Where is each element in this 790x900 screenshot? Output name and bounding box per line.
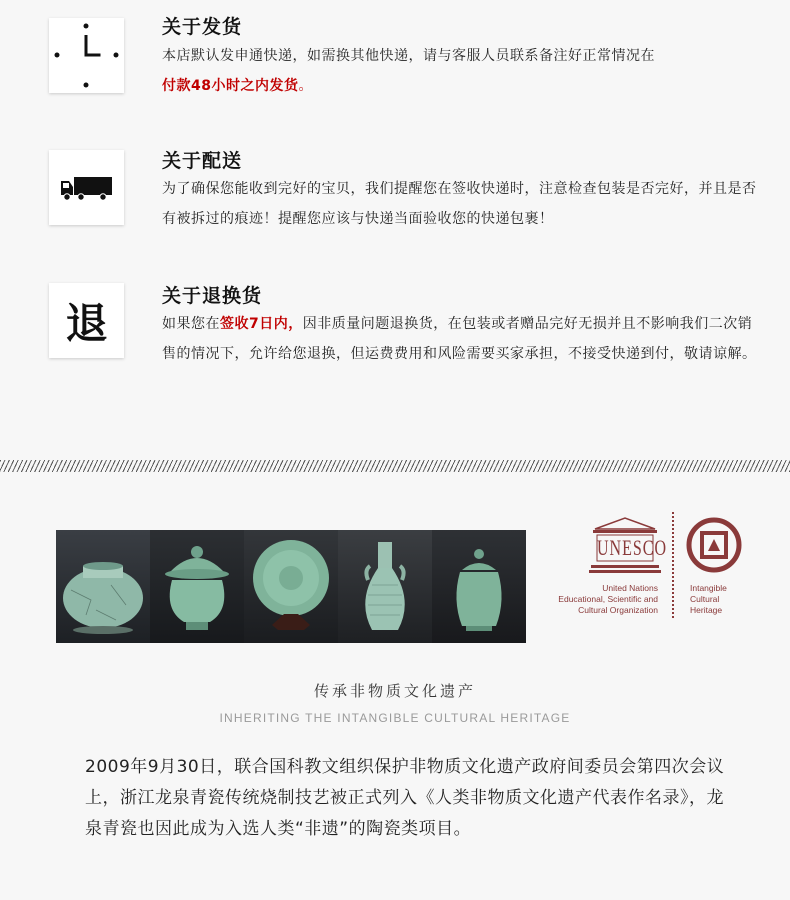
returns-body-highlight: 签收7日内， bbox=[220, 316, 303, 332]
unesco-logo bbox=[585, 515, 668, 575]
returns-title: 关于退换货 bbox=[162, 285, 263, 307]
ich-caption bbox=[690, 583, 750, 616]
ich-caption-line2: Cultural bbox=[690, 594, 720, 604]
heritage-paragraph: 2009年9月30日，联合国科教文组织保护非物质文化遗产政府间委员会第四次会议上，浙江龙泉青瓷传统烧制技艺被正式列入《人类非物质文化遗产代表作名录》，龙泉青瓷也因此成为入选人类“非遗”的陶瓷类项目。 bbox=[85, 757, 725, 839]
shipping-body-prefix: 本店默认发申通快递，如需换其他快递，请与客服人员联系备注好正常情况在 bbox=[162, 48, 655, 64]
lidded-censer-photo bbox=[150, 530, 244, 643]
unesco-logo-text: UNESCO bbox=[597, 537, 668, 561]
ribbed-vase-photo bbox=[338, 530, 432, 643]
returns-body-suffix: 因非质量问题退换货，在包装或者赠品完好无损并且不影响我们二次销售的情况下，允许给您退换，但运费费用和风险需要买家承担，不接受快递到付，敬请谅解。 bbox=[162, 316, 757, 362]
return-icon bbox=[49, 283, 124, 358]
truck-icon bbox=[49, 150, 124, 225]
returns-body-prefix: 如果您在 bbox=[162, 316, 220, 332]
unesco-caption bbox=[540, 583, 658, 616]
celadon-photo-strip bbox=[56, 530, 526, 643]
crackle-jar-photo bbox=[56, 530, 150, 643]
shipping-title: 关于发货 bbox=[162, 16, 243, 38]
logo-separator bbox=[672, 512, 674, 618]
shipping-body-suffix: 。 bbox=[298, 78, 313, 94]
ich-caption-line3: Heritage bbox=[690, 605, 723, 615]
shipping-body bbox=[162, 41, 762, 101]
lotus-plate-photo bbox=[244, 530, 338, 643]
clock-icon bbox=[49, 18, 124, 93]
ich-caption-line1: Intangible bbox=[690, 583, 727, 593]
unesco-caption-line1: United Nations bbox=[602, 583, 658, 593]
shipping-body-highlight: 付款48小时之内发货 bbox=[162, 78, 299, 94]
unesco-caption-line3: Cultural Organization bbox=[578, 605, 658, 615]
heritage-subtitle: INHERITING THE INTANGIBLE CULTURAL HERITAGE bbox=[219, 711, 571, 725]
intangible-heritage-logo bbox=[686, 517, 742, 573]
delivery-body: 为了确保您能收到完好的宝贝，我们提醒您在签收快递时，注意检查包装是否完好，并且是否有被拆过的痕迹！提醒您应该与快递当面验收您的快递包裹！ bbox=[162, 181, 757, 227]
heritage-title: 传承非物质文化遗产 bbox=[313, 682, 476, 700]
covered-jar-photo bbox=[432, 530, 526, 643]
returns-body bbox=[162, 309, 757, 369]
delivery-title: 关于配送 bbox=[162, 150, 243, 172]
hatched-divider bbox=[0, 460, 790, 472]
unesco-caption-line2: Educational, Scientific and bbox=[558, 594, 658, 604]
return-icon-glyph: 退 bbox=[65, 298, 108, 348]
